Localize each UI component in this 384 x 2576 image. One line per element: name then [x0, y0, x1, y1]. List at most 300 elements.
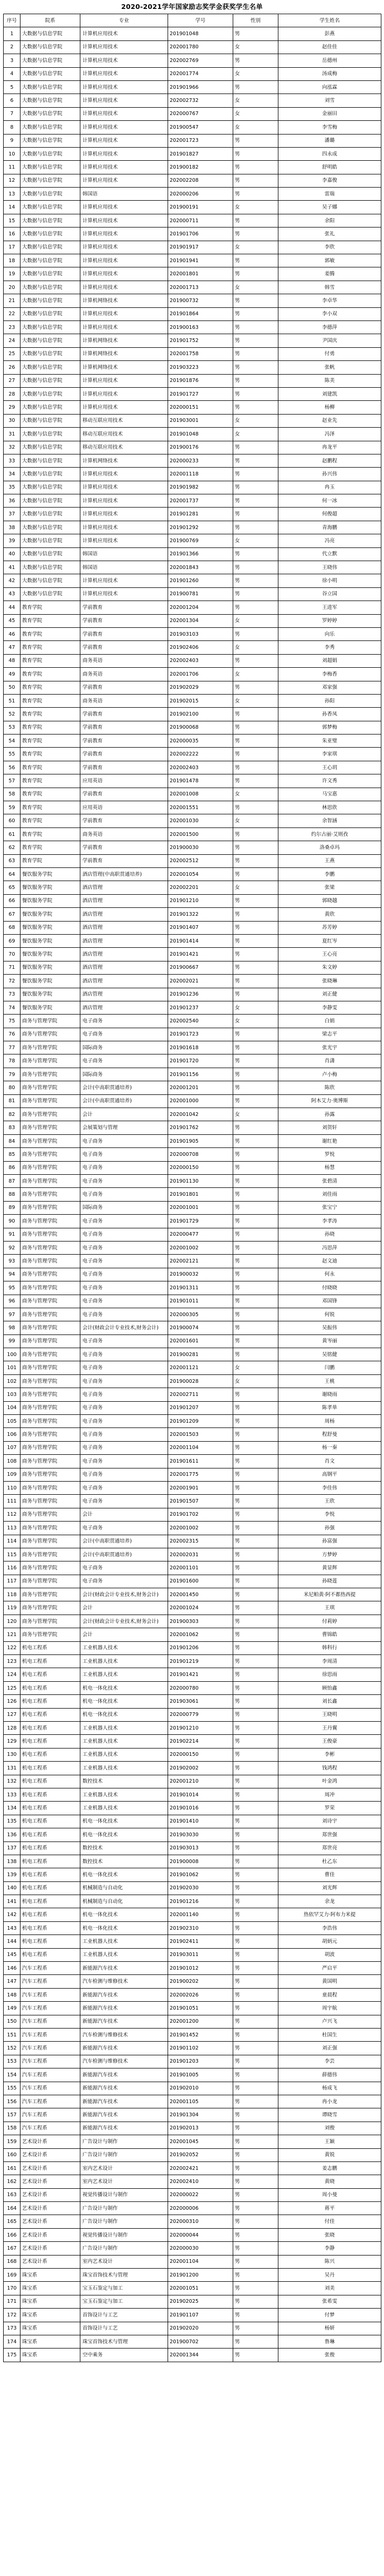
table-row — [4, 841, 381, 854]
sex-cell: 男 — [233, 1201, 278, 1214]
student-id-cell: 202001200 — [168, 2015, 233, 2028]
index-cell: 88 — [4, 1188, 20, 1201]
student-name-cell: 付佳 — [278, 2215, 381, 2228]
student-id-cell: 201901051 — [168, 2002, 233, 2015]
major-cell: 首饰设计与工艺 — [80, 2309, 168, 2322]
student-id-cell: 201901421 — [168, 1668, 233, 1681]
table-row — [4, 975, 381, 988]
index-cell: 115 — [4, 1548, 20, 1561]
sex-cell: 男 — [233, 934, 278, 947]
table-row — [4, 1748, 381, 1761]
index-cell: 45 — [4, 614, 20, 627]
sex-cell: 男 — [233, 2295, 278, 2308]
student-id-cell: 201903223 — [168, 361, 233, 374]
table-row — [4, 1868, 381, 1881]
table-row — [4, 2349, 381, 2362]
sex-cell: 女 — [233, 694, 278, 707]
major-cell: 学前教育 — [80, 721, 168, 734]
student-name-cell: 李家琪 — [278, 748, 381, 761]
student-name-cell: 王欣 — [278, 1495, 381, 1508]
student-name-cell: 孙晓 — [278, 1228, 381, 1241]
sex-cell: 女 — [233, 121, 278, 134]
student-id-cell: 202001774 — [168, 67, 233, 80]
index-cell: 40 — [4, 547, 20, 561]
student-name-cell: 鲁琳 — [278, 2335, 381, 2348]
index-cell: 110 — [4, 1481, 20, 1494]
student-id-cell: 201900547 — [168, 121, 233, 134]
table-row — [4, 654, 381, 667]
table-row — [4, 1775, 381, 1788]
school-cell: 大数据与信息学院 — [20, 574, 80, 587]
table-row — [4, 1041, 381, 1054]
major-cell: 广告设计与制作 — [80, 2242, 168, 2255]
student-id-cell: 202001118 — [168, 468, 233, 481]
major-cell: 计算机应用技术 — [80, 67, 168, 80]
school-cell: 艺术设计系 — [20, 2215, 80, 2228]
table-row — [4, 627, 381, 640]
sex-cell: 男 — [233, 1561, 278, 1575]
table-row — [4, 161, 381, 174]
index-cell: 124 — [4, 1668, 20, 1681]
sex-cell: 男 — [233, 1094, 278, 1108]
index-cell: 149 — [4, 2002, 20, 2015]
student-id-cell: 201901720 — [168, 1054, 233, 1068]
school-cell: 大数据与信息学院 — [20, 201, 80, 214]
table-row — [4, 734, 381, 748]
school-cell: 艺术设计系 — [20, 2148, 80, 2161]
student-id-cell: 201903103 — [168, 627, 233, 640]
student-id-cell: 201901600 — [168, 1575, 233, 1588]
major-cell: 电子商务 — [80, 1348, 168, 1361]
student-id-cell: 202000779 — [168, 1708, 233, 1721]
student-name-cell: 梁志平 — [278, 1028, 381, 1041]
student-id-cell: 201901864 — [168, 307, 233, 320]
student-id-cell: 202002201 — [168, 881, 233, 894]
student-name-cell: 阿木艾力·奥博斯 — [278, 1094, 381, 1108]
major-cell: 汽车检测与维修技术 — [80, 2055, 168, 2068]
major-cell: 电子商务 — [80, 1561, 168, 1575]
school-cell: 商务与管理学院 — [20, 1174, 80, 1187]
student-name-cell: 苏芳婷 — [278, 921, 381, 934]
major-cell: 酒店管理 — [80, 1001, 168, 1014]
school-cell: 珠宝系 — [20, 2269, 80, 2282]
major-cell: 广告设计与制作 — [80, 2135, 168, 2148]
school-cell: 大数据与信息学院 — [20, 294, 80, 307]
student-id-cell: 202002512 — [168, 854, 233, 867]
sex-cell: 男 — [233, 2042, 278, 2055]
index-cell: 87 — [4, 1174, 20, 1187]
table-row — [4, 2255, 381, 2268]
sex-cell: 男 — [233, 2322, 278, 2335]
student-name-cell: 孙香凤 — [278, 708, 381, 721]
table-row — [4, 1441, 381, 1454]
student-name-cell: 肖文 — [278, 1455, 381, 1468]
table-row — [4, 921, 381, 934]
sex-cell: 男 — [233, 1762, 278, 1775]
school-cell: 大数据与信息学院 — [20, 374, 80, 387]
major-cell: 学前教育 — [80, 627, 168, 640]
sex-cell: 男 — [233, 334, 278, 347]
sex-cell: 女 — [233, 67, 278, 80]
major-cell: 电子商务 — [80, 1361, 168, 1374]
index-cell: 44 — [4, 601, 20, 614]
major-cell: 电子商务 — [80, 1401, 168, 1414]
table-row — [4, 454, 381, 467]
table-row — [4, 2228, 381, 2241]
school-cell: 机电工程系 — [20, 1855, 80, 1868]
major-cell: 会计(中高职贯通培养) — [80, 1094, 168, 1108]
student-id-cell: 202001450 — [168, 1588, 233, 1601]
school-cell: 教育学院 — [20, 801, 80, 814]
table-row — [4, 587, 381, 601]
table-row — [4, 1881, 381, 1895]
sex-cell: 男 — [233, 1295, 278, 1308]
sex-cell: 男 — [233, 1815, 278, 1828]
student-name-cell: 李佳伟 — [278, 1481, 381, 1494]
sex-cell: 男 — [233, 561, 278, 574]
sex-cell: 男 — [233, 734, 278, 748]
major-cell: 酒店管理 — [80, 894, 168, 907]
school-cell: 机电工程系 — [20, 1842, 80, 1855]
student-id-cell: 202001706 — [168, 668, 233, 681]
sex-cell: 男 — [233, 374, 278, 387]
student-id-cell: 202002540 — [168, 1015, 233, 1028]
sex-cell: 男 — [233, 1775, 278, 1788]
index-cell: 173 — [4, 2322, 20, 2335]
index-cell: 157 — [4, 2108, 20, 2122]
major-cell: 电子商务 — [80, 1028, 168, 1041]
index-cell: 65 — [4, 881, 20, 894]
table-row — [4, 601, 381, 614]
major-cell: 电子商务 — [80, 1308, 168, 1321]
student-name-cell: 黄晓 — [278, 2175, 381, 2188]
index-cell: 7 — [4, 107, 20, 120]
index-cell: 79 — [4, 1068, 20, 1081]
index-cell: 148 — [4, 1988, 20, 2001]
student-name-cell: 周宇航 — [278, 2002, 381, 2015]
student-id-cell: 201901876 — [168, 374, 233, 387]
student-id-cell: 202000477 — [168, 1228, 233, 1241]
student-name-cell: 李雪梅 — [278, 121, 381, 134]
index-cell: 145 — [4, 1948, 20, 1961]
student-id-cell: 201902010 — [168, 2082, 233, 2095]
index-cell: 131 — [4, 1762, 20, 1775]
index-cell: 11 — [4, 161, 20, 174]
sex-cell: 男 — [233, 708, 278, 721]
table-row — [4, 1468, 381, 1481]
major-cell: 工业机器人技术 — [80, 1641, 168, 1654]
table-row — [4, 681, 381, 694]
school-cell: 大数据与信息学院 — [20, 481, 80, 494]
index-cell: 116 — [4, 1561, 20, 1575]
school-cell: 大数据与信息学院 — [20, 534, 80, 547]
index-cell: 76 — [4, 1028, 20, 1041]
school-cell: 大数据与信息学院 — [20, 174, 80, 187]
sex-cell: 男 — [233, 627, 278, 640]
school-cell: 商务与管理学院 — [20, 1215, 80, 1228]
student-id-cell: 201901941 — [168, 254, 233, 267]
table-row — [4, 2015, 381, 2028]
sex-cell: 男 — [233, 601, 278, 614]
index-cell: 56 — [4, 761, 20, 774]
major-cell: 国际商务 — [80, 1201, 168, 1214]
student-name-cell: 付莉婷 — [278, 1615, 381, 1628]
student-id-cell: 202000233 — [168, 454, 233, 467]
sex-cell: 男 — [233, 1615, 278, 1628]
major-cell: 学前教育 — [80, 841, 168, 854]
sex-cell: 男 — [233, 494, 278, 508]
student-name-cell: 刘美 — [278, 2282, 381, 2295]
school-cell: 商务与管理学院 — [20, 1334, 80, 1348]
index-cell: 123 — [4, 1655, 20, 1668]
table-row — [4, 854, 381, 867]
school-cell: 机电工程系 — [20, 1735, 80, 1748]
student-id-cell: 201901130 — [168, 1174, 233, 1187]
major-cell: 广告设计与制作 — [80, 2148, 168, 2161]
major-cell: 计算机应用技术 — [80, 121, 168, 134]
header-major: 专业 — [80, 14, 168, 27]
school-cell: 汽车工程系 — [20, 2015, 80, 2028]
major-cell: 计算机应用技术 — [80, 80, 168, 94]
student-name-cell: 黄欣 — [278, 908, 381, 921]
student-name-cell: 胡炳元 — [278, 1935, 381, 1948]
student-id-cell: 202000030 — [168, 2242, 233, 2255]
student-name-cell: 赵鹏程 — [278, 454, 381, 467]
table-row — [4, 334, 381, 347]
student-id-cell: 201901209 — [168, 1415, 233, 1428]
sex-cell: 男 — [233, 1455, 278, 1468]
school-cell: 汽车工程系 — [20, 2108, 80, 2122]
student-name-cell: 金丽田 — [278, 107, 381, 120]
index-cell: 63 — [4, 854, 20, 867]
table-row — [4, 174, 381, 187]
sex-cell: 男 — [233, 254, 278, 267]
table-row — [4, 1988, 381, 2001]
table-row — [4, 534, 381, 547]
table-row — [4, 320, 381, 334]
school-cell: 餐饮服务学院 — [20, 961, 80, 974]
school-cell: 大数据与信息学院 — [20, 121, 80, 134]
student-name-cell: 刘正强 — [278, 2042, 381, 2055]
index-cell: 82 — [4, 1108, 20, 1121]
student-id-cell: 202000035 — [168, 734, 233, 748]
student-id-cell: 201901478 — [168, 774, 233, 788]
sex-cell: 男 — [233, 1508, 278, 1521]
sex-cell: 男 — [233, 1081, 278, 1094]
student-id-cell: 202001723 — [168, 134, 233, 147]
table-row — [4, 2215, 381, 2228]
student-name-cell: 冉龙平 — [278, 441, 381, 454]
student-id-cell: 202000150 — [168, 1161, 233, 1174]
major-cell: 宝玉石鉴定与加工 — [80, 2282, 168, 2295]
sex-cell: 男 — [233, 1908, 278, 1921]
school-cell: 商务与管理学院 — [20, 1028, 80, 1041]
student-id-cell: 202000708 — [168, 1148, 233, 1161]
sex-cell: 男 — [233, 1388, 278, 1401]
school-cell: 大数据与信息学院 — [20, 387, 80, 400]
table-row — [4, 281, 381, 294]
major-cell: 学前教育 — [80, 614, 168, 627]
school-cell: 珠宝系 — [20, 2309, 80, 2322]
student-name-cell: 何永 — [278, 1268, 381, 1281]
student-name-cell: 徐思雨 — [278, 1668, 381, 1681]
school-cell: 教育学院 — [20, 601, 80, 614]
student-id-cell: 202000780 — [168, 1681, 233, 1694]
major-cell: 移动互联应用技术 — [80, 414, 168, 427]
major-cell: 工业机器人技术 — [80, 1655, 168, 1668]
sex-cell: 男 — [233, 2309, 278, 2322]
major-cell: 计算机网络技术 — [80, 294, 168, 307]
table-row — [4, 988, 381, 1001]
sex-cell: 男 — [233, 1321, 278, 1334]
major-cell: 电子商务 — [80, 1134, 168, 1147]
student-name-cell: 余龙 — [278, 1895, 381, 1908]
student-name-cell: 严启平 — [278, 1962, 381, 1975]
student-name-cell: 邓国锋 — [278, 1295, 381, 1308]
student-id-cell: 202001210 — [168, 1775, 233, 1788]
school-cell: 机电工程系 — [20, 1708, 80, 1721]
student-name-cell: 四永成 — [278, 147, 381, 160]
student-id-cell: 201902100 — [168, 708, 233, 721]
index-cell: 129 — [4, 1735, 20, 1748]
school-cell: 大数据与信息学院 — [20, 161, 80, 174]
student-name-cell: 王进军 — [278, 601, 381, 614]
student-name-cell: 刘长鑫 — [278, 1695, 381, 1708]
major-cell: 新能源汽车技术 — [80, 2108, 168, 2122]
student-name-cell: 张光宇 — [278, 1041, 381, 1054]
school-cell: 机电工程系 — [20, 1788, 80, 1801]
student-id-cell: 201902411 — [168, 1935, 233, 1948]
major-cell: 新能源汽车技术 — [80, 2082, 168, 2095]
sex-cell: 男 — [233, 174, 278, 187]
student-name-cell: 周小曼 — [278, 2188, 381, 2201]
sex-cell: 男 — [233, 1174, 278, 1187]
sex-cell: 男 — [233, 1228, 278, 1241]
major-cell: 机电一体化技术 — [80, 1828, 168, 1842]
school-cell: 商务与管理学院 — [20, 1094, 80, 1108]
table-row — [4, 2028, 381, 2041]
student-id-cell: 201900732 — [168, 294, 233, 307]
table-row — [4, 241, 381, 254]
major-cell: 韩国语 — [80, 188, 168, 201]
student-id-cell: 202002021 — [168, 975, 233, 988]
sex-cell: 男 — [233, 1695, 278, 1708]
sex-cell: 男 — [233, 1495, 278, 1508]
table-row — [4, 1215, 381, 1228]
student-id-cell: 201901702 — [168, 1508, 233, 1521]
index-cell: 111 — [4, 1495, 20, 1508]
student-id-cell: 201901048 — [168, 27, 233, 40]
school-cell: 艺术设计系 — [20, 2202, 80, 2215]
index-cell: 33 — [4, 454, 20, 467]
student-name-cell: 向乐 — [278, 627, 381, 640]
school-cell: 商务与管理学院 — [20, 1308, 80, 1321]
major-cell: 新能源汽车技术 — [80, 2068, 168, 2082]
student-name-cell: 李周清 — [278, 1655, 381, 1668]
student-id-cell: 201901016 — [168, 1802, 233, 1815]
sex-cell: 女 — [233, 614, 278, 627]
table-row — [4, 1655, 381, 1668]
student-id-cell: 201902052 — [168, 2148, 233, 2161]
student-id-cell: 201901102 — [168, 2042, 233, 2055]
student-id-cell: 202001780 — [168, 40, 233, 54]
index-cell: 118 — [4, 1588, 20, 1601]
student-name-cell: 李欣 — [278, 241, 381, 254]
index-cell: 158 — [4, 2122, 20, 2135]
school-cell: 商务与管理学院 — [20, 1428, 80, 1441]
student-id-cell: 201901210 — [168, 894, 233, 907]
major-cell: 电子商务 — [80, 1161, 168, 1174]
table-row — [4, 107, 381, 120]
student-id-cell: 202001101 — [168, 1561, 233, 1575]
major-cell: 计算机应用技术 — [80, 587, 168, 601]
student-name-cell: 黄锐 — [278, 2148, 381, 2161]
student-name-cell: 徐小明 — [278, 574, 381, 587]
student-id-cell: 201902015 — [168, 694, 233, 707]
index-cell: 9 — [4, 134, 20, 147]
table-row — [4, 267, 381, 281]
student-name-cell: 王琪 — [278, 1601, 381, 1615]
major-cell: 计算机应用技术 — [80, 521, 168, 534]
school-cell: 大数据与信息学院 — [20, 27, 80, 40]
table-row — [4, 1615, 381, 1628]
school-cell: 商务与管理学院 — [20, 1068, 80, 1081]
student-name-cell: 刘贺轩 — [278, 1121, 381, 1134]
sex-cell: 男 — [233, 2122, 278, 2135]
sex-cell: 男 — [233, 2188, 278, 2201]
school-cell: 餐饮服务学院 — [20, 868, 80, 881]
table-row — [4, 1828, 381, 1842]
table-row — [4, 441, 381, 454]
index-cell: 165 — [4, 2215, 20, 2228]
table-row — [4, 1895, 381, 1908]
table-row — [4, 2322, 381, 2335]
table-row — [4, 1695, 381, 1708]
index-cell: 170 — [4, 2282, 20, 2295]
student-id-cell: 201902030 — [168, 1881, 233, 1895]
index-cell: 41 — [4, 561, 20, 574]
student-name-cell: 孙阳 — [278, 694, 381, 707]
student-name-cell: 谢晓雨 — [278, 1388, 381, 1401]
table-row — [4, 1161, 381, 1174]
major-cell: 学前教育 — [80, 681, 168, 694]
index-cell: 172 — [4, 2309, 20, 2322]
table-row — [4, 574, 381, 587]
sex-cell: 男 — [233, 841, 278, 854]
table-header-row — [4, 14, 381, 27]
index-cell: 112 — [4, 1508, 20, 1521]
index-cell: 15 — [4, 214, 20, 227]
table-row — [4, 908, 381, 921]
major-cell: 计算机应用技术 — [80, 320, 168, 334]
sex-cell: 男 — [233, 988, 278, 1001]
student-id-cell: 201900030 — [168, 841, 233, 854]
sex-cell: 男 — [233, 2095, 278, 2108]
school-cell: 教育学院 — [20, 721, 80, 734]
index-cell: 98 — [4, 1321, 20, 1334]
header-student-name: 学生姓名 — [278, 14, 381, 27]
school-cell: 大数据与信息学院 — [20, 468, 80, 481]
index-cell: 8 — [4, 121, 20, 134]
student-id-cell: 201901207 — [168, 1401, 233, 1414]
sex-cell: 男 — [233, 1415, 278, 1428]
sex-cell: 男 — [233, 80, 278, 94]
school-cell: 餐饮服务学院 — [20, 988, 80, 1001]
index-cell: 154 — [4, 2068, 20, 2082]
student-id-cell: 201903001 — [168, 414, 233, 427]
student-name-cell: 曹锦皓 — [278, 1628, 381, 1641]
school-cell: 商务与管理学院 — [20, 1601, 80, 1615]
